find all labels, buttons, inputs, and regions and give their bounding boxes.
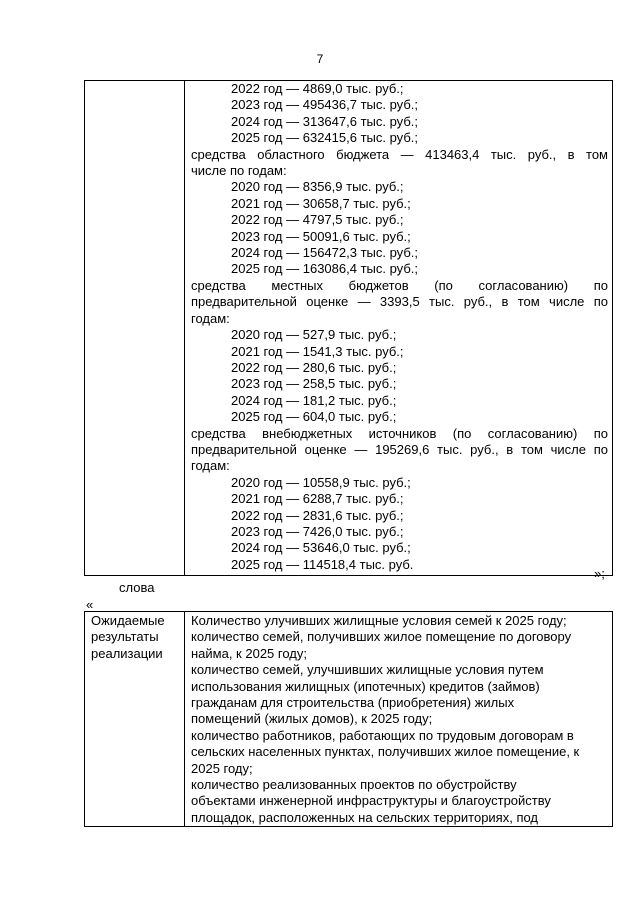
results-line: помещений (жилых домов), к 2025 году; [191,711,433,727]
regional-year-line: 2025 год — 163086,4 тыс. руб.; [231,261,418,277]
local-budget-intro-cont: предварительной оценке — 3393,5 тыс. руб., в том числе по [191,294,608,310]
results-label-line: реализации [91,645,163,661]
closing-quote: »; [594,566,605,581]
extrabudget-year-line: 2020 год — 10558,9 тыс. руб.; [231,474,411,490]
regional-year-line: 2023 год — 50091,6 тыс. руб.; [231,228,411,244]
regional-year-line: 2020 год — 8356,9 тыс. руб.; [231,179,404,195]
local-year-line: 2020 год — 527,9 тыс. руб.; [231,327,397,343]
extrabudget-year-line: 2021 год — 6288,7 тыс. руб.; [231,491,404,507]
funding-year-line: 2024 год — 313647,6 тыс. руб.; [231,113,418,129]
word-slova: слова [119,580,155,595]
local-year-line: 2022 год — 280,6 тыс. руб.; [231,359,397,375]
local-budget-intro-end: годам: [191,310,230,326]
results-line: количество семей, улучшивших жилищные условия путем [191,662,544,678]
results-label-cell [85,612,185,827]
funding-year-line: 2025 год — 632415,6 тыс. руб.; [231,130,418,146]
results-content-cell [185,612,613,827]
local-year-line: 2023 год — 258,5 тыс. руб.; [231,376,397,392]
funding-table-label-cell [85,81,185,576]
opening-quote: « [86,597,94,612]
funding-year-line: 2022 год — 4869,0 тыс. руб.; [231,81,404,96]
results-line: количество работников, работающих по трудовым договорам в [191,727,574,743]
local-year-line: 2025 год — 604,0 тыс. руб.; [231,409,397,425]
funding-year-line: 2023 год — 495436,7 тыс. руб.; [231,97,418,113]
results-line: 2025 году; [191,760,253,776]
results-line: сельских населенных пунктах, получивших жилое помещение, к [191,744,580,760]
regional-year-line: 2021 год — 30658,7 тыс. руб.; [231,195,411,211]
local-budget-intro: средства местных бюджетов (по согласованию) по [191,277,608,293]
regional-budget-intro-cont: числе по годам: [191,163,287,179]
regional-year-line: 2024 год — 156472,3 тыс. руб.; [231,245,418,261]
extrabudget-year-line: 2025 год — 114518,4 тыс. руб. [231,556,414,572]
results-label-line: результаты [91,629,159,645]
extrabudget-intro-cont: предварительной оценке — 195269,6 тыс. руб., в том числе по [191,441,608,457]
results-line: количество семей, получивших жилое помещение по договору [191,629,572,645]
page-number: 7 [316,52,324,66]
extrabudget-year-line: 2024 год — 53646,0 тыс. руб.; [231,540,411,556]
funding-table-content-cell [185,81,613,576]
results-line: Количество улучивших жилищные условия семей к 2025 году; [191,613,567,628]
local-year-line: 2021 год — 1541,3 тыс. руб.; [231,343,404,359]
regional-year-line: 2022 год — 4797,5 тыс. руб.; [231,212,404,228]
results-line: найма, к 2025 году; [191,645,307,661]
results-line: гражданам для строительства (приобретения) жилых [191,695,515,711]
results-table [84,611,613,827]
regional-budget-intro: средства областного бюджета — 413463,4 тыс. руб., в том [191,146,608,162]
extrabudget-intro-end: годам: [191,458,230,474]
funding-table [84,80,613,576]
results-line: площадок, расположенных на сельских территориях, под [191,809,539,825]
extrabudget-year-line: 2023 год — 7426,0 тыс. руб.; [231,523,404,539]
results-label-line: Ожидаемые [91,613,165,628]
extrabudget-intro: средства внебюджетных источников (по согласованию) по [191,425,608,441]
results-line: объектами инженерной инфраструктуры и благоустройству [191,793,551,809]
results-line: количество реализованных проектов по обустройству [191,777,517,793]
local-year-line: 2024 год — 181,2 тыс. руб.; [231,392,397,408]
results-line: использования жилищных (ипотечных) кредитов (займов) [191,678,540,694]
extrabudget-year-line: 2022 год — 2831,6 тыс. руб.; [231,507,404,523]
